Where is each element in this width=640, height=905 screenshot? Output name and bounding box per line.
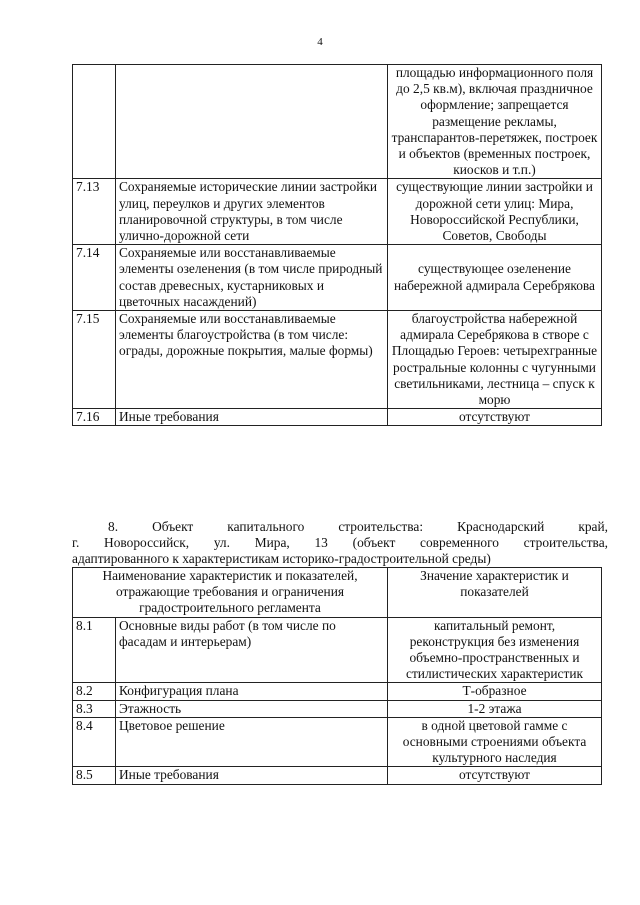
table-row (73, 717, 602, 767)
row-name (116, 65, 388, 179)
row-number: 8.3 (73, 700, 116, 717)
row-value: в одной цветовой гамме с основными строениями объекта культурного наследия (388, 717, 602, 767)
table-row (73, 767, 602, 784)
paragraph-line: 8. Объект капитального строительства: Краснодарский край, (108, 519, 608, 534)
table-row (73, 409, 602, 426)
row-value: площадью информационного поля до 2,5 кв.м), включая праздничное оформление; запрещается размещение рекламы, транспарантов-перетяжек, построек и объектов (временных построек, киосков и т.п.) (388, 65, 602, 179)
row-name: Конфигурация плана (116, 683, 388, 700)
row-name: Иные требования (116, 409, 388, 426)
row-name: Сохраняемые исторические линии застройки улиц, переулков и других элементов планировочной структуры, в том числе улично-дорожной сети (116, 179, 388, 245)
table-row (73, 700, 602, 717)
row-value: благоустройства набережной адмирала Серебрякова в створе с Площадью Героев: четырехгранные ростральные колонны с чугунными светильниками, лестница – спуск к морю (388, 311, 602, 409)
table-row (73, 245, 602, 311)
row-name: Цветовое решение (116, 717, 388, 767)
row-number: 8.2 (73, 683, 116, 700)
row-value: существующее озеленение набережной адмирала Серебрякова (388, 245, 602, 311)
row-value: 1-2 этажа (388, 700, 602, 717)
paragraph-line: адаптированного к характеристикам историко-градостроительной среды) (72, 551, 491, 567)
row-number: 7.13 (73, 179, 116, 245)
table-row (73, 179, 602, 245)
row-value: Т-образное (388, 683, 602, 700)
row-number: 8.5 (73, 767, 116, 784)
requirements-table-7 (72, 64, 602, 426)
row-value: отсутствуют (388, 767, 602, 784)
paragraph-line: г. Новороссийск, ул. Мира, 13 (объект современного строительства, (72, 535, 608, 551)
row-number: 8.4 (73, 717, 116, 767)
object-paragraph (72, 519, 608, 568)
page-number: 4 (317, 36, 323, 48)
table-row (73, 65, 602, 179)
row-value: существующие линии застройки и дорожной сети улиц: Мира, Новороссийской Республики, Советов, Свободы (388, 179, 602, 245)
row-name: Основные виды работ (в том числе по фасадам и интерьерам) (116, 617, 388, 683)
table-row (73, 617, 602, 683)
row-name: Сохраняемые или восстанавливаемые элементы озеленения (в том числе природный состав древесных, кустарниковых и цветочных насаждений) (116, 245, 388, 311)
row-value: отсутствуют (388, 409, 602, 426)
table-row (73, 683, 602, 700)
row-value: капитальный ремонт, реконструкция без изменения объемно-пространственных и стилистических характеристик (388, 617, 602, 683)
row-name: Этажность (116, 700, 388, 717)
row-number: 7.15 (73, 311, 116, 409)
row-name: Иные требования (116, 767, 388, 784)
requirements-table-8 (72, 567, 602, 785)
table-header-row (73, 568, 602, 618)
row-number: 7.16 (73, 409, 116, 426)
table-row (73, 311, 602, 409)
row-number (73, 65, 116, 179)
row-name: Сохраняемые или восстанавливаемые элементы благоустройства (в том числе: ограды, дорожные покрытия, малые формы) (116, 311, 388, 409)
header-name: Наименование характеристик и показателей, отражающие требования и ограничения градостроительного регламента (73, 568, 388, 618)
row-number: 8.1 (73, 617, 116, 683)
header-value: Значение характеристик и показателей (388, 568, 602, 618)
row-number: 7.14 (73, 245, 116, 311)
